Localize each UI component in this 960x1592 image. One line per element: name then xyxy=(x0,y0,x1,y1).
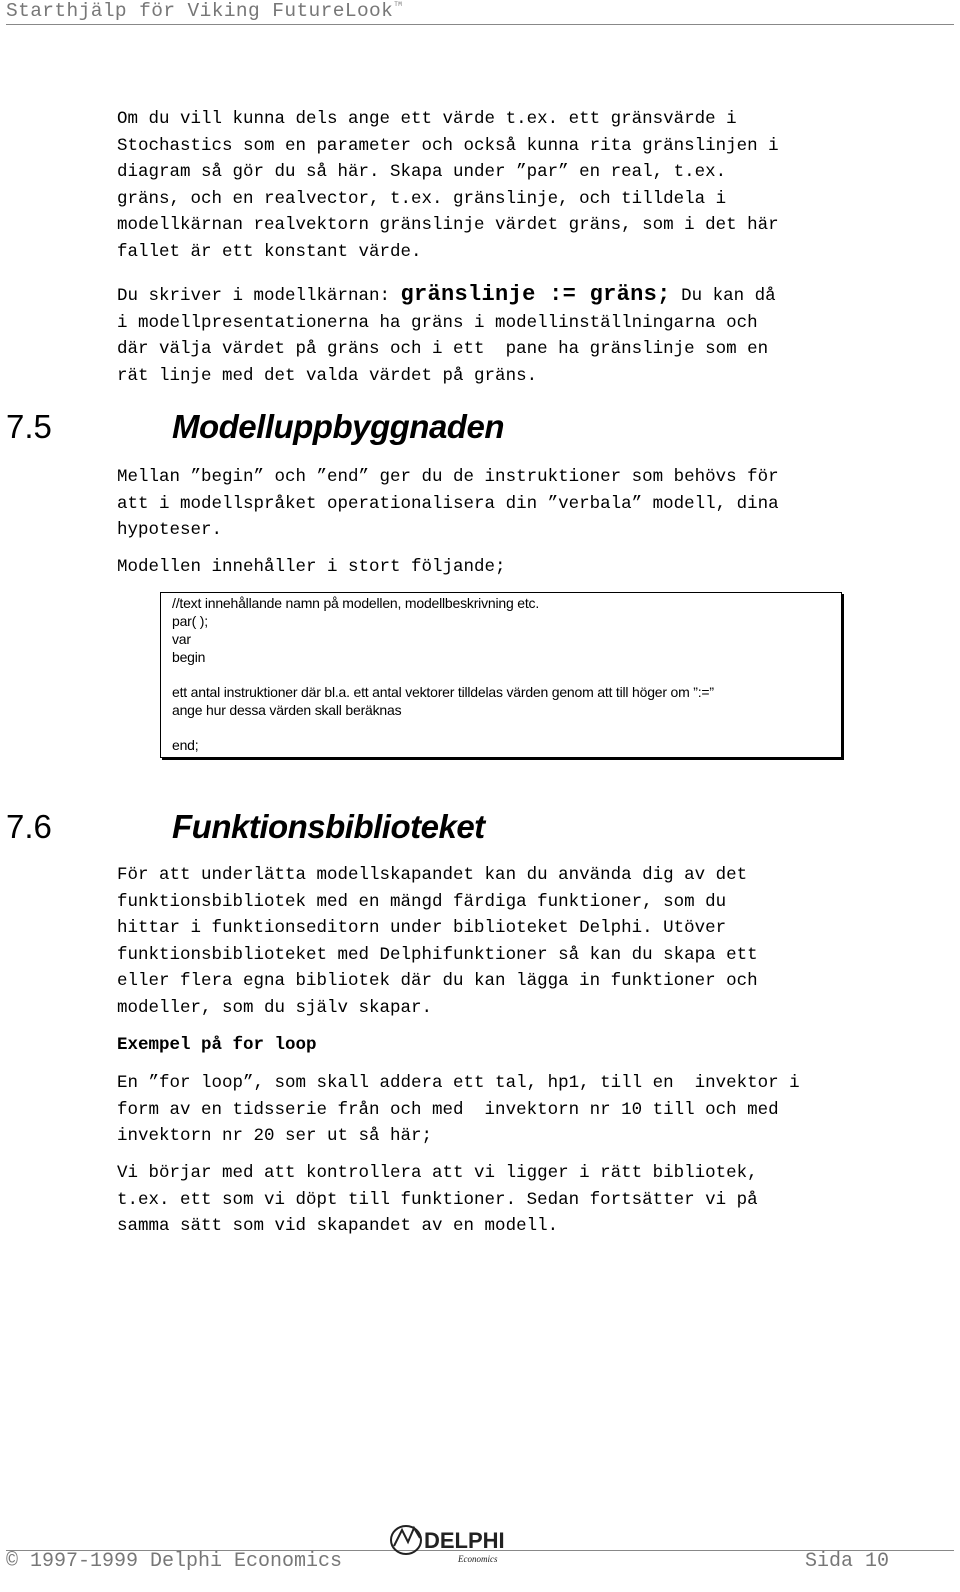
code-line: var xyxy=(172,631,191,647)
text-line: Vi börjar med att kontrollera att vi ligger i rätt bibliotek, xyxy=(117,1163,758,1183)
delphi-economics-logo xyxy=(388,1520,508,1564)
code-line: ett antal instruktioner där bl.a. ett antal vektorer tilldelas värden genom att till höger om ”:=” xyxy=(172,684,714,700)
text-line: där välja värdet på gräns och i ett pane ha gränslinje som en xyxy=(117,339,769,359)
text-line: i modellpresentationerna ha gräns i modellinställningarna och xyxy=(117,312,758,333)
text-line: eller flera egna bibliotek där du kan lägga in funktioner och xyxy=(117,971,758,991)
text-line: Stochastics som en parameter och också kunna rita gränslinjen i xyxy=(117,135,779,156)
footer-page-number: Sida 10 xyxy=(805,1550,890,1573)
text-line: form av en tidsserie från och med invektorn nr 10 till och med xyxy=(117,1099,779,1120)
text-line: gräns, och en realvector, t.ex. gränslinje, och tilldela i xyxy=(117,188,727,209)
section-number: 7.5 xyxy=(6,408,52,445)
text-line: En ”for loop”, som skall addera ett tal, hp1, till en invektor i xyxy=(117,1073,800,1093)
paragraph-function-library xyxy=(117,862,937,1021)
text-line: funktionsbibliotek med en mängd färdiga funktioner, som du xyxy=(117,891,727,912)
text-line: diagram så gör du så här. Skapa under ”par” en real, t.ex. xyxy=(117,162,727,182)
model-structure-box xyxy=(160,592,842,758)
inline-code: gränslinje := gräns; xyxy=(400,282,671,307)
example-heading-text: Exempel på for loop xyxy=(117,1035,317,1055)
paragraph-for-loop xyxy=(117,1070,937,1150)
logo-emblem-icon xyxy=(391,1526,421,1554)
text-line: hypoteser. xyxy=(117,520,223,540)
text-line: invektorn nr 20 ser ut så här; xyxy=(117,1126,433,1146)
intro-text: Du skriver i modellkärnan: xyxy=(117,286,401,306)
code-line: ange hur dessa värden skall beräknas xyxy=(172,702,402,718)
line-rest: Du kan då xyxy=(670,286,776,306)
text-line: Om du vill kunna dels ange ett värde t.ex. ett gränsvärde i xyxy=(117,109,737,129)
trademark-mark: TM xyxy=(394,1,403,8)
section-heading-7-6 xyxy=(6,808,485,846)
text-line: hittar i funktionseditorn under biblioteket Delphi. Utöver xyxy=(117,918,727,938)
section-number: 7.6 xyxy=(6,808,52,845)
paragraph-library-check xyxy=(117,1160,937,1240)
header-title xyxy=(6,0,402,22)
text-line: t.ex. ett som vi döpt till funktioner. Sedan fortsätter vi på xyxy=(117,1189,758,1210)
text-line: För att underlätta modellskapandet kan du använda dig av det xyxy=(117,865,748,885)
section-title: Modelluppbyggnaden xyxy=(172,408,504,445)
text-line xyxy=(117,282,937,310)
footer-copyright: © 1997-1999 Delphi Economics xyxy=(6,1550,343,1573)
paragraph-threshold-intro xyxy=(117,106,937,265)
text-line: Mellan ”begin” och ”end” ger du de instruktioner som behövs för xyxy=(117,467,779,487)
logo-subtext: Economics xyxy=(458,1554,498,1564)
example-heading xyxy=(117,1032,937,1059)
page-header xyxy=(6,0,954,25)
text-line: modellkärnan realvektorn gränslinje värdet gräns, som i det här xyxy=(117,215,779,235)
code-line: //text innehållande namn på modellen, modellbeskrivning etc. xyxy=(172,595,540,611)
header-title-text: Starthjälp för Viking FutureLook xyxy=(6,0,394,22)
text-line: att i modellspråket operationalisera din ”verbala” modell, dina xyxy=(117,493,779,514)
code-line: begin xyxy=(172,649,206,665)
code-line: end; xyxy=(172,737,199,753)
paragraph-model-contents xyxy=(117,554,937,581)
text-line: samma sätt som vid skapandet av en modell. xyxy=(117,1216,559,1236)
text-line: Modellen innehåller i stort följande; xyxy=(117,557,506,577)
text-line: modeller, som du själv skapar. xyxy=(117,997,433,1018)
text-line: fallet är ett konstant värde. xyxy=(117,241,422,262)
logo-text: DELPHI xyxy=(424,1528,505,1553)
text-line: rät linje med det valda värdet på gräns. xyxy=(117,365,538,386)
section-heading-7-5 xyxy=(6,408,504,446)
code-line: par( ); xyxy=(172,613,208,629)
section-title: Funktionsbiblioteket xyxy=(172,808,485,845)
paragraph-model-kernel xyxy=(117,282,937,389)
paragraph-begin-end xyxy=(117,464,937,544)
text-line: funktionsbiblioteket med Delphifunktioner så kan du skapa ett xyxy=(117,944,758,965)
